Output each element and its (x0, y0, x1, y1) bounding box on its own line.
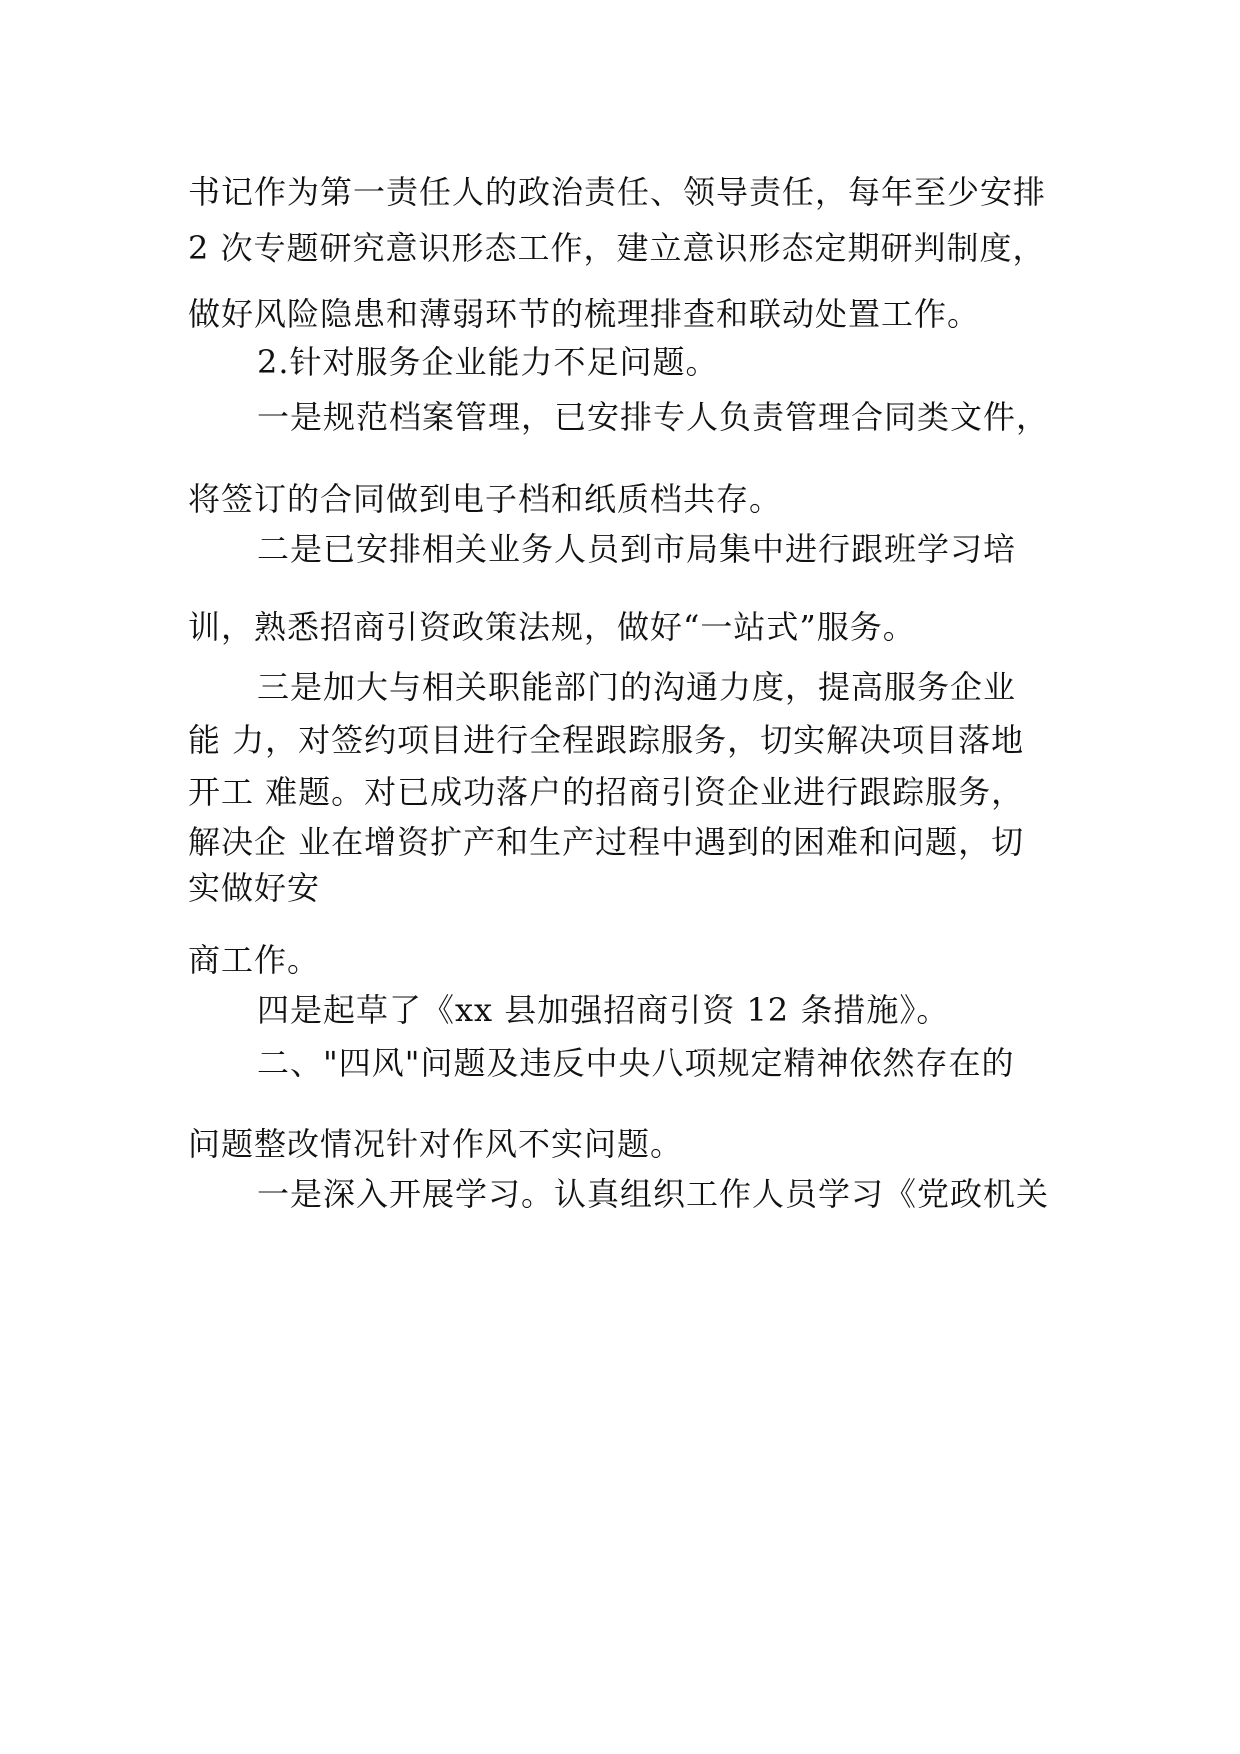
text-line: 一是规范档案管理，已安排专人负责管理合同类文件， (257, 398, 1050, 436)
text-line: 训，熟悉招商引资政策法规，做好“一站式”服务。 (188, 608, 916, 646)
text-line: 做好风险隐患和薄弱环节的梳理排查和联动处置工作。 (188, 295, 981, 333)
text-line: 商工作。 (188, 941, 321, 979)
text-line: 2.针对服务企业能力不足问题。 (257, 343, 719, 381)
text-line: 四是起草了《xx 县加强招商引资 12 条措施》。 (257, 991, 950, 1029)
text-line: 将签订的合同做到电子档和纸质档共存。 (188, 480, 783, 518)
text-line: 实做好安 (188, 869, 321, 907)
text-line: 三是加大与相关职能部门的沟通力度，提高服务企业 (257, 668, 1017, 706)
text-line: 能 力，对签约项目进行全程跟踪服务，切实解决项目落地 (188, 721, 1025, 759)
text-line: 一是深入开展学习。认真组织工作人员学习《党政机关 (257, 1175, 1050, 1213)
text-line: 书记作为第一责任人的政治责任、领导责任，每年至少安排 (188, 173, 1047, 211)
text-line: 二、"四风"问题及违反中央八项规定精神依然存在的 (257, 1044, 1015, 1082)
text-line: 解决企 业在增资扩产和生产过程中遇到的困难和问题，切 (188, 823, 1025, 861)
text-line: 问题整改情况针对作风不实问题。 (188, 1125, 684, 1163)
text-line: 2 次专题研究意识形态工作，建立意识形态定期研判制度， (188, 229, 1046, 267)
text-line: 二是已安排相关业务人员到市局集中进行跟班学习培 (257, 530, 1017, 568)
text-line: 开工 难题。对已成功落户的招商引资企业进行跟踪服务， (188, 773, 1025, 811)
